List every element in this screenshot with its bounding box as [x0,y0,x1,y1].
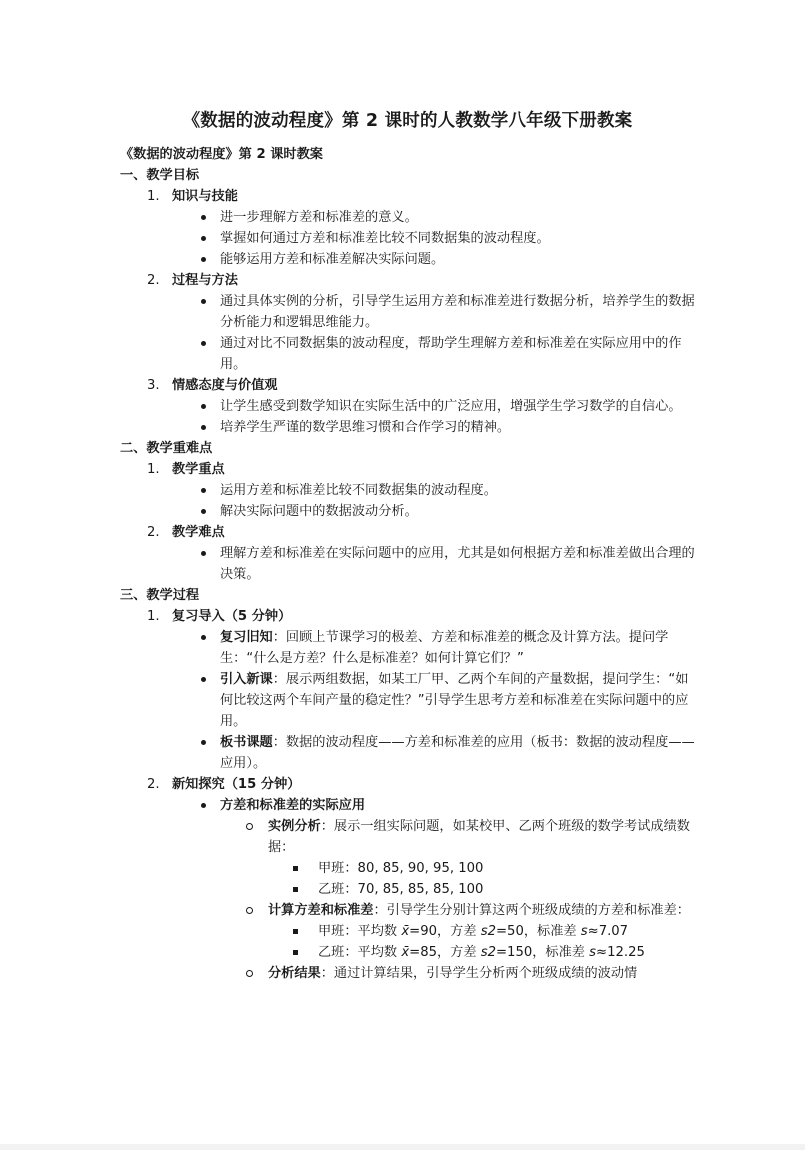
list-item: 掌握如何通过方差和标准差比较不同数据集的波动程度。 [120,228,695,249]
mean-symbol: x̄ [401,945,410,960]
list-item [120,963,695,984]
list-item [120,942,695,963]
list-item: 能够运用方差和标准差解决实际问题。 [120,249,695,270]
bullet-list [120,207,695,270]
subsection-title: 知识与技能 [172,189,238,204]
subsection-attitudes-values [120,375,695,396]
page-bottom-edge [0,1144,805,1150]
subsection-number: 2. [147,777,160,792]
item-label: 复习旧知 [220,630,273,645]
item-label: 方差和标准差的实际应用 [220,798,366,813]
list-item: 让学生感受到数学知识在实际生活中的广泛应用，增强学生学习数学的自信心。 [120,396,695,417]
item-label: 计算方差和标准差 [268,903,374,918]
list-item: 通过具体实例的分析，引导学生运用方差和标准差进行数据分析，培养学生的数据分析能力和逻辑思维能力。 [120,291,695,333]
subsection-process-methods [120,270,695,291]
bullet-list [120,480,695,522]
list-item: 甲班：80, 85, 90, 95, 100 [120,858,695,879]
item-label: 引入新课 [220,672,273,687]
list-item: 理解方差和标准差在实际问题中的应用，尤其是如何根据方差和标准差做出合理的决策。 [120,543,695,585]
subsection-number: 2. [147,525,160,540]
document-content [120,108,695,984]
subsection-number: 1. [147,189,160,204]
section-title-objectives: 一、教学目标 [120,168,200,183]
list-item [120,816,695,858]
list-item: 通过对比不同数据集的波动程度，帮助学生理解方差和标准差在实际应用中的作用。 [120,333,695,375]
item-text: ：通过计算结果，引导学生分析两个班级成绩的波动情 [320,966,638,981]
stat-sd: ≈12.25 [596,945,645,960]
item-label: 实例分析 [268,819,321,834]
square-list [120,858,695,900]
item-text: ：展示两组数据，如某工厂甲、乙两个车间的产量数据，提问学生：“如何比较这两个车间产量的稳定性？”引导学生思考方差和标准差在实际问题中的应用。 [220,672,689,729]
subsection-title: 过程与方法 [172,273,238,288]
subsection-review-intro [120,606,695,627]
bullet-list [120,795,695,816]
list-item [120,669,695,732]
item-label: 分析结果 [268,966,321,981]
item-text: ：引导学生分别计算这两个班级成绩的方差和标准差： [373,903,690,918]
list-item [120,627,695,669]
stat-class: 乙班：平均数 [318,945,402,960]
item-text: ：展示一组实际问题，如某校甲、乙两个班级的数学考试成绩数据： [268,819,690,855]
subsection-title: 复习导入（5 分钟） [172,609,292,624]
stat-variance: =150，标准差 [496,945,590,960]
circle-list [120,963,695,984]
list-item: 解决实际问题中的数据波动分析。 [120,501,695,522]
subsection-number: 1. [147,609,160,624]
bullet-list [120,543,695,585]
list-item [120,795,695,816]
item-text: ：数据的波动程度——方差和标准差的应用（板书：数据的波动程度——应用）。 [220,735,695,771]
list-item [120,900,695,921]
stat-sd: ≈7.07 [587,924,629,939]
variance-symbol: s2 [480,924,496,939]
lesson-subtitle: 《数据的波动程度》第 2 课时教案 [120,147,323,162]
subsection-title: 情感态度与价值观 [172,378,278,393]
section-title-process: 三、教学过程 [120,588,200,603]
bullet-list [120,396,695,438]
list-item: 运用方差和标准差比较不同数据集的波动程度。 [120,480,695,501]
mean-symbol: x̄ [401,924,410,939]
item-text: ：回顾上节课学习的极差、方差和标准差的概念及计算方法。提问学生：“什么是方差？什么是标准差？如何计算它们？” [220,630,669,666]
page-title: 《数据的波动程度》第 2 课时的人教数学八年级下册教案 [182,111,633,131]
subsection-number: 3. [147,378,160,393]
list-item: 进一步理解方差和标准差的意义。 [120,207,695,228]
sd-symbol: s [589,945,597,960]
subsection-difficulty [120,522,695,543]
subsection-title: 新知探究（15 分钟） [172,777,301,792]
subsection-number: 2. [147,273,160,288]
subsection-key-focus [120,459,695,480]
list-item: 乙班：70, 85, 85, 85, 100 [120,879,695,900]
variance-symbol: s2 [480,945,496,960]
circle-list [120,816,695,858]
circle-list [120,900,695,921]
list-item: 培养学生严谨的数学思维习惯和合作学习的精神。 [120,417,695,438]
section-title-key-points: 二、教学重难点 [120,441,213,456]
stat-mean: =85，方差 [409,945,481,960]
subsection-new-knowledge [120,774,695,795]
bullet-list [120,627,695,774]
subsection-title: 教学难点 [172,525,225,540]
stat-mean: =90，方差 [409,924,481,939]
subsection-title: 教学重点 [172,462,225,477]
subsection-knowledge-skills [120,186,695,207]
sd-symbol: s [580,924,588,939]
stat-variance: =50，标准差 [496,924,581,939]
item-label: 板书课题 [220,735,273,750]
bullet-list [120,291,695,375]
list-item [120,921,695,942]
list-item [120,732,695,774]
square-list [120,921,695,963]
stat-class: 甲班：平均数 [318,924,402,939]
subsection-number: 1. [147,462,160,477]
